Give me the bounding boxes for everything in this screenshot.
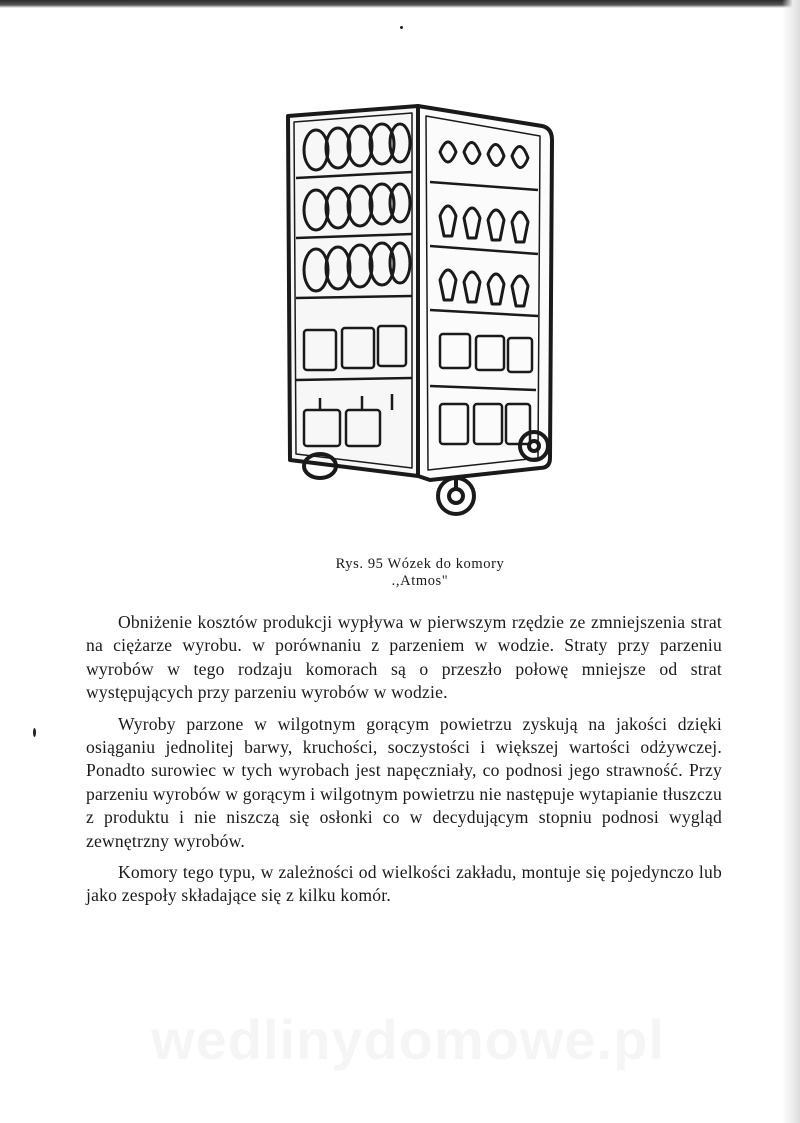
watermark: wedlinydomowe.pl bbox=[151, 1008, 665, 1071]
paragraph: Wyroby parzone w wilgotnym gorącym powietrzu zyskują na jakości dzięki osiąganiu jednolitej barwy, kruchości, soczystości i większej wartości odżywczej. Ponadto surowiec w tych wyrobach jest napęczniały, co podnosi jego strawność. Przy parzeniu wyrobów w gorącym i wilgotnym powietrzu nie następuje wytapianie tłuszczu z produktu i nie niszczą się osłonki co w decydującym stopniu podnosi wygląd zewnętrzny wyrobów. bbox=[86, 713, 722, 851]
paragraph: Obniżenie kosztów produkcji wypływa w pierwszym rzędzie ze zmniejszenia strat na ciężarze wyrobu. w porównaniu z parzeniem w wodzie. Straty przy parzeniu wyrobów w tego rodzaju komorach są o przeszło połowę mniejsze od strat występujących przy parzeniu wyrobów w wodzie. bbox=[86, 612, 722, 703]
scan-speck bbox=[400, 26, 403, 29]
paragraph: Komory tego typu, w zależności od wielkości zakładu, montuje się pojedynczo lub jako zespoły składające się z kilku komór. bbox=[86, 862, 722, 906]
scan-top-edge bbox=[0, 0, 800, 8]
body-text bbox=[86, 611, 722, 916]
cart-illustration bbox=[280, 98, 560, 523]
caption-line: Rys. 95 Wózek do komory bbox=[335, 556, 505, 572]
scan-right-edge bbox=[782, 0, 800, 1123]
caption-line: .,Atmos" bbox=[391, 573, 449, 589]
figure-caption bbox=[300, 556, 540, 590]
scan-speck bbox=[33, 728, 36, 737]
